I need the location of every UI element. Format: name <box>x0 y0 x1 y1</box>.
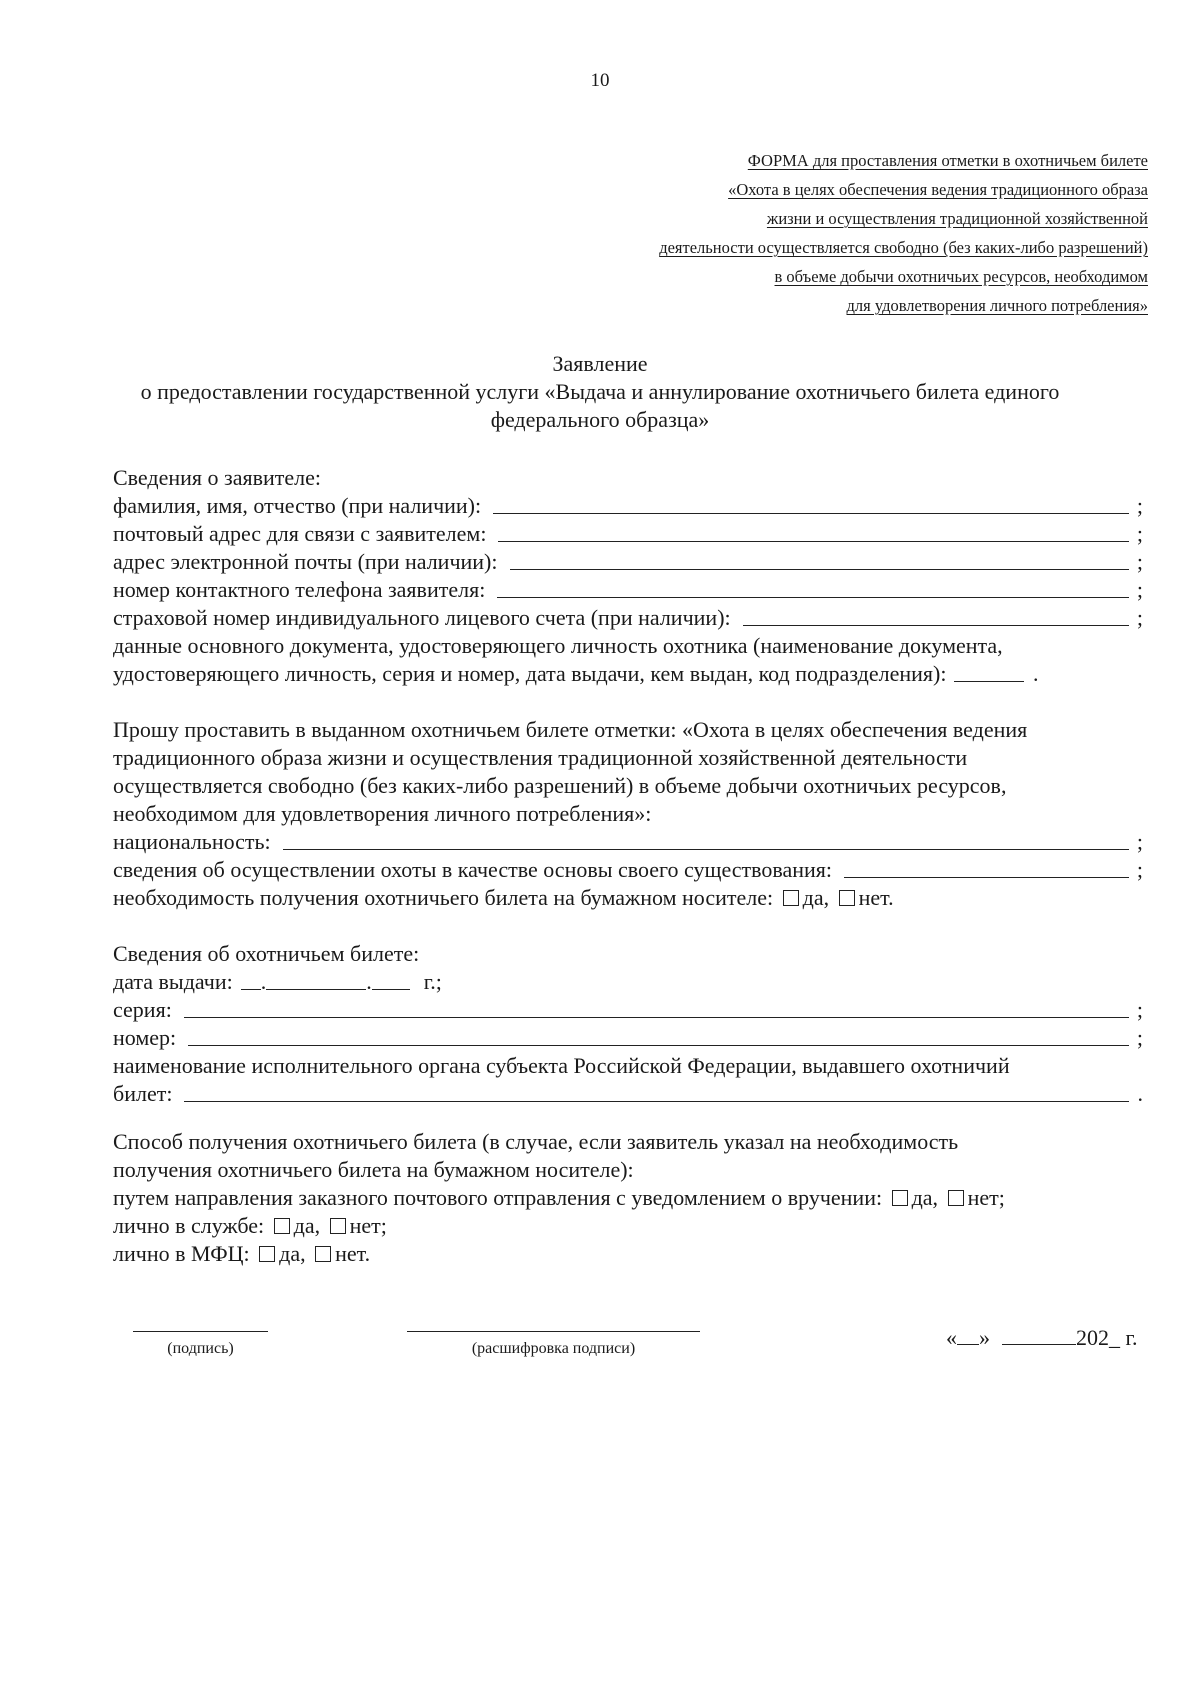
authority-row <box>113 1080 1143 1108</box>
date-field <box>946 1325 1138 1351</box>
semicolon: ; <box>1136 577 1143 602</box>
semicolon: ; <box>1136 997 1143 1022</box>
paper-needed-row <box>113 884 1143 912</box>
semicolon: ; <box>1136 1025 1143 1050</box>
delivery-text: Способ получения охотничьего билета (в случае, если заявитель указал на необходимость <box>113 1129 959 1154</box>
hunting-basis-row <box>113 856 1143 884</box>
period: . <box>1032 661 1039 686</box>
mfc-yes-checkbox[interactable] <box>259 1246 275 1262</box>
issue-year-field[interactable] <box>372 988 410 990</box>
applicant-heading: Сведения о заявителе: <box>113 465 322 490</box>
yes-label: да, <box>293 1213 321 1238</box>
document-title-block <box>60 350 1140 434</box>
year-suffix: г.; <box>423 969 442 994</box>
request-text: Прошу проставить в выданном охотничьем билете отметки: «Охота в целях обеспечения ведения <box>113 717 1028 742</box>
snils-field[interactable] <box>743 624 1129 626</box>
signature-block <box>133 1330 268 1358</box>
number-row <box>113 1024 1143 1052</box>
mail-no-checkbox[interactable] <box>948 1190 964 1206</box>
semicolon: ; <box>1136 521 1143 546</box>
issue-month-field[interactable] <box>266 988 366 990</box>
form-header-line: ФОРМА для проставления отметки в охотничьем билете <box>747 151 1148 170</box>
in-service-row <box>113 1212 1143 1240</box>
fio-label: фамилия, имя, отчество (при наличии): <box>113 493 482 518</box>
series-field[interactable] <box>184 1016 1129 1018</box>
delivery-text: получения охотничьего билета на бумажном носителе): <box>113 1157 634 1182</box>
postal-address-field[interactable] <box>498 540 1129 542</box>
authority-label: билет: <box>113 1081 173 1106</box>
semicolon: ; <box>1136 549 1143 574</box>
issue-day-field[interactable] <box>241 988 261 990</box>
number-label: номер: <box>113 1025 177 1050</box>
semicolon: ; <box>1136 829 1143 854</box>
date-quote-close: » <box>979 1325 990 1350</box>
email-row <box>113 548 1143 576</box>
semicolon: ; <box>1136 605 1143 630</box>
date-quote-open: « <box>946 1325 957 1350</box>
yes-label: да, <box>911 1185 939 1210</box>
date-day-field[interactable] <box>957 1343 979 1345</box>
signature-caption: (подпись) <box>167 1340 234 1357</box>
email-label: адрес электронной почты (при наличии): <box>113 549 498 574</box>
phone-label: номер контактного телефона заявителя: <box>113 577 486 602</box>
date-month-field[interactable] <box>1002 1343 1076 1345</box>
page-number: 10 <box>590 70 610 91</box>
nationality-label: национальность: <box>113 829 271 854</box>
id-document-row <box>113 660 1143 688</box>
mfc-no-checkbox[interactable] <box>315 1246 331 1262</box>
series-row <box>113 996 1143 1024</box>
date-year: 202_ г. <box>1076 1325 1138 1350</box>
document-subtitle: федерального образца» <box>490 407 710 432</box>
no-label: нет; <box>967 1185 1005 1210</box>
issue-date-row: дата выдачи: . . г.; <box>113 969 442 994</box>
mail-yes-checkbox[interactable] <box>892 1190 908 1206</box>
form-header-line: в объеме добычи охотничьих ресурсов, необходимом <box>774 267 1148 286</box>
hunting-basis-label: сведения об осуществлении охоты в качестве основы своего существования: <box>113 857 833 882</box>
ticket-section <box>113 940 1143 1108</box>
series-label: серия: <box>113 997 172 1022</box>
service-no-checkbox[interactable] <box>330 1218 346 1234</box>
by-mail-row <box>113 1184 1143 1212</box>
signature-decoding-block <box>407 1330 700 1358</box>
snils-label: страховой номер индивидуального лицевого счета (при наличии): <box>113 605 731 630</box>
request-text: традиционного образа жизни и осуществления традиционной хозяйственной деятельности <box>113 745 968 770</box>
issue-date-label: дата выдачи: <box>113 969 233 994</box>
applicant-section <box>113 464 1143 688</box>
document-title: Заявление <box>552 351 648 376</box>
in-mfc-label: лично в МФЦ: <box>113 1241 250 1266</box>
paper-no-checkbox[interactable] <box>839 890 855 906</box>
form-header <box>508 146 1148 320</box>
signature-decoding-line[interactable] <box>407 1330 700 1332</box>
signature-line[interactable] <box>133 1330 268 1332</box>
phone-row <box>113 576 1143 604</box>
fio-field[interactable] <box>493 512 1129 514</box>
semicolon: ; <box>1136 493 1143 518</box>
no-label: нет. <box>858 885 894 910</box>
fio-row <box>113 492 1143 520</box>
request-text: необходимом для удовлетворения личного потребления»: <box>113 801 652 826</box>
no-label: нет; <box>349 1213 387 1238</box>
number-field[interactable] <box>188 1044 1129 1046</box>
form-header-line: «Охота в целях обеспечения ведения традиционного образа <box>728 180 1148 199</box>
hunting-basis-field[interactable] <box>844 876 1129 878</box>
yes-label: да, <box>802 885 830 910</box>
delivery-section <box>113 1128 1143 1268</box>
paper-needed-label: необходимость получения охотничьего билета на бумажном носителе: <box>113 885 774 910</box>
request-text: осуществляется свободно (без каких-либо разрешений) в объеме добычи охотничьих ресурсов, <box>113 773 1007 798</box>
authority-field[interactable] <box>184 1100 1129 1102</box>
by-mail-label: путем направления заказного почтового отправления с уведомлением о вручении: <box>113 1185 883 1210</box>
in-service-label: лично в службе: <box>113 1213 265 1238</box>
nationality-row <box>113 828 1143 856</box>
no-label: нет. <box>335 1241 371 1266</box>
yes-label: да, <box>279 1241 306 1266</box>
postal-address-row <box>113 520 1143 548</box>
period: . <box>1137 1081 1143 1106</box>
id-document-label: удостоверяющего личность, серия и номер, дата выдачи, кем выдан, код подразделения): <box>113 661 947 686</box>
document-subtitle: о предоставлении государственной услуги «Выдача и аннулирование охотничьего билета единого <box>140 379 1060 404</box>
signature-decoding-caption: (расшифровка подписи) <box>471 1340 636 1357</box>
in-mfc-row <box>113 1240 1143 1268</box>
postal-address-label: почтовый адрес для связи с заявителем: <box>113 521 487 546</box>
nationality-field[interactable] <box>283 848 1129 850</box>
form-header-line: жизни и осуществления традиционной хозяйственной <box>766 209 1148 228</box>
phone-field[interactable] <box>497 596 1129 598</box>
semicolon: ; <box>1136 857 1143 882</box>
snils-row <box>113 604 1143 632</box>
ticket-heading: Сведения об охотничьем билете: <box>113 941 420 966</box>
form-header-line: для удовлетворения личного потребления» <box>846 296 1148 315</box>
paper-yes-checkbox[interactable] <box>783 890 799 906</box>
request-section <box>113 716 1143 912</box>
service-yes-checkbox[interactable] <box>274 1218 290 1234</box>
id-document-field[interactable] <box>954 680 1024 682</box>
authority-label: наименование исполнительного органа субъекта Российской Федерации, выдавшего охотничий <box>113 1053 1010 1078</box>
form-header-line: деятельности осуществляется свободно (без каких-либо разрешений) <box>659 238 1148 257</box>
id-document-label: данные основного документа, удостоверяющего личность охотника (наименование документа, <box>113 633 1003 658</box>
email-field[interactable] <box>510 568 1130 570</box>
